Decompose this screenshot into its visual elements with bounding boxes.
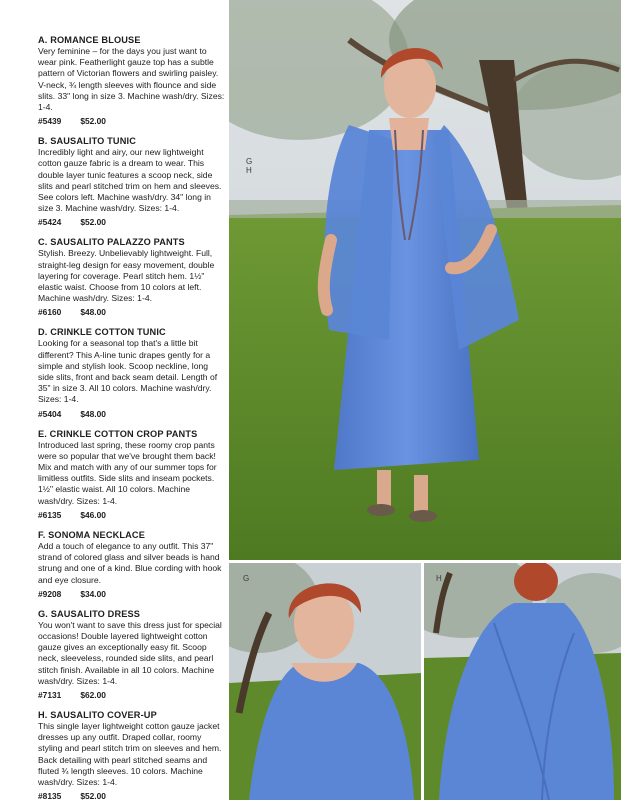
product-title: F. SONOMA NECKLACE: [38, 529, 145, 540]
price-line: [38, 589, 226, 600]
product-b: [38, 135, 226, 228]
main-model-photo: [229, 0, 621, 560]
product-description: You won't want to save this dress just for special occasions! Double layered lightweight cotton gauze gives an exceptionally easy fit. Scoop neck, sleeveless, rounded side slits, and pearl stitch finish. Available in all 10 colors. Machine wash/dry. Sizes: 1-4.: [38, 619, 222, 686]
photo-tag-g: G: [246, 157, 253, 166]
back-view-photo: [424, 563, 621, 800]
price-line: [38, 690, 226, 701]
product-title: H. SAUSALITO COVER-UP: [38, 709, 157, 720]
product-f: [38, 529, 226, 600]
product-title: A. ROMANCE BLOUSE: [38, 35, 141, 45]
product-sku: #5424: [38, 217, 62, 228]
product-description: Very feminine – for the days you just want to wear pink. Featherlight gauze top has a subtle pattern of Victorian flowers and swirling paisley. V-neck, ¾ length sleeves with flounce and side slits. 33" long in size 3. Machine wash/dry. Sizes: 1-4.: [38, 46, 225, 113]
product-title: E. CRINKLE COTTON CROP PANTS: [38, 428, 198, 439]
back-view-illustration: [424, 563, 621, 800]
product-price: $48.00: [80, 408, 106, 419]
photo-tag-closeup-right: H: [436, 574, 442, 583]
product-title: G. SAUSALITO DRESS: [38, 608, 141, 619]
product-e: [38, 428, 226, 521]
product-price: $62.00: [80, 689, 106, 700]
product-description: This single layer lightweight cotton gauze jacket dresses up any outfit. Draped collar, roomy styling and pearl stitch trim on sleeves and hem. Back detailing with pearl stitched seams and fluted ¾ length sleeves. 10 colors. Machine wash/dry. Sizes: 1-4.: [38, 720, 222, 787]
closeup-dress-illustration: [229, 563, 421, 800]
product-price: $46.00: [80, 509, 106, 520]
product-c: [38, 236, 226, 318]
product-sku: #6135: [38, 509, 62, 520]
product-sku: #5439: [38, 116, 62, 127]
price-line: [38, 510, 226, 521]
price-line: [38, 217, 226, 228]
product-price: $52.00: [80, 791, 106, 802]
product-description: Introduced last spring, these roomy crop pants were so popular that we've brought them back! Mix and match with any of our summer tops for limitless outfits. Side slits and inseam pockets. 1½" elastic waist. All 10 colors. Machine wash/dry. Sizes: 1-4.: [38, 439, 217, 506]
product-description: Add a touch of elegance to any outfit. This 37" strand of colored glass and silver beads is hand strung and one of a kind. Blue cording with hook and eye closure.: [38, 540, 222, 585]
product-sku: #7131: [38, 689, 62, 700]
product-a: [38, 34, 226, 127]
product-sku: #8135: [38, 791, 62, 802]
product-price: $52.00: [80, 217, 106, 228]
price-line: [38, 409, 226, 420]
photo-tag-closeup-left: G: [243, 574, 250, 583]
product-description: Looking for a seasonal top that's a little bit different? This A-line tunic drapes gently for a simple and stylish look. Scoop neckline, long side slits, front and back seam detail. Length of 35" in size 3. All 10 colors. Machine wash/dry. Sizes: 1-4.: [38, 338, 218, 405]
price-line: [38, 791, 226, 802]
product-sku: #9208: [38, 588, 62, 599]
main-photo-illustration: [229, 0, 621, 560]
product-g: [38, 608, 226, 701]
product-title: B. SAUSALITO TUNIC: [38, 136, 136, 147]
product-sku: #5404: [38, 408, 62, 419]
product-price: $34.00: [80, 588, 106, 599]
price-line: [38, 116, 226, 127]
product-list: [38, 34, 226, 810]
product-price: $52.00: [80, 116, 106, 127]
product-price: $48.00: [80, 307, 106, 318]
product-description: Stylish. Breezy. Unbelievably lightweight. Full, straight-leg design for easy movement, double layering for coverage. Pearl stitch hem. 1½" elastic waist. Choose from 10 colors at left. Machine wash/dry. Sizes: 1-4.: [38, 248, 215, 304]
photo-tag-h: H: [246, 166, 252, 175]
product-sku: #6160: [38, 307, 62, 318]
product-description: Incredibly light and airy, our new lightweight cotton gauze fabric is a dream to wear. This double layer tunic features a scoop neck, side slits and pearl stitched trim on hem and sleeves. See colors left. Machine wash/dry. 34" long in size 3. Machine wash/dry. Sizes: 1-4.: [38, 147, 222, 214]
product-title: D. CRINKLE COTTON TUNIC: [38, 327, 166, 338]
product-title: C. SAUSALITO PALAZZO PANTS: [38, 237, 185, 248]
product-h: [38, 709, 226, 802]
price-line: [38, 307, 226, 318]
product-d: [38, 326, 226, 419]
closeup-dress-photo: [229, 563, 421, 800]
